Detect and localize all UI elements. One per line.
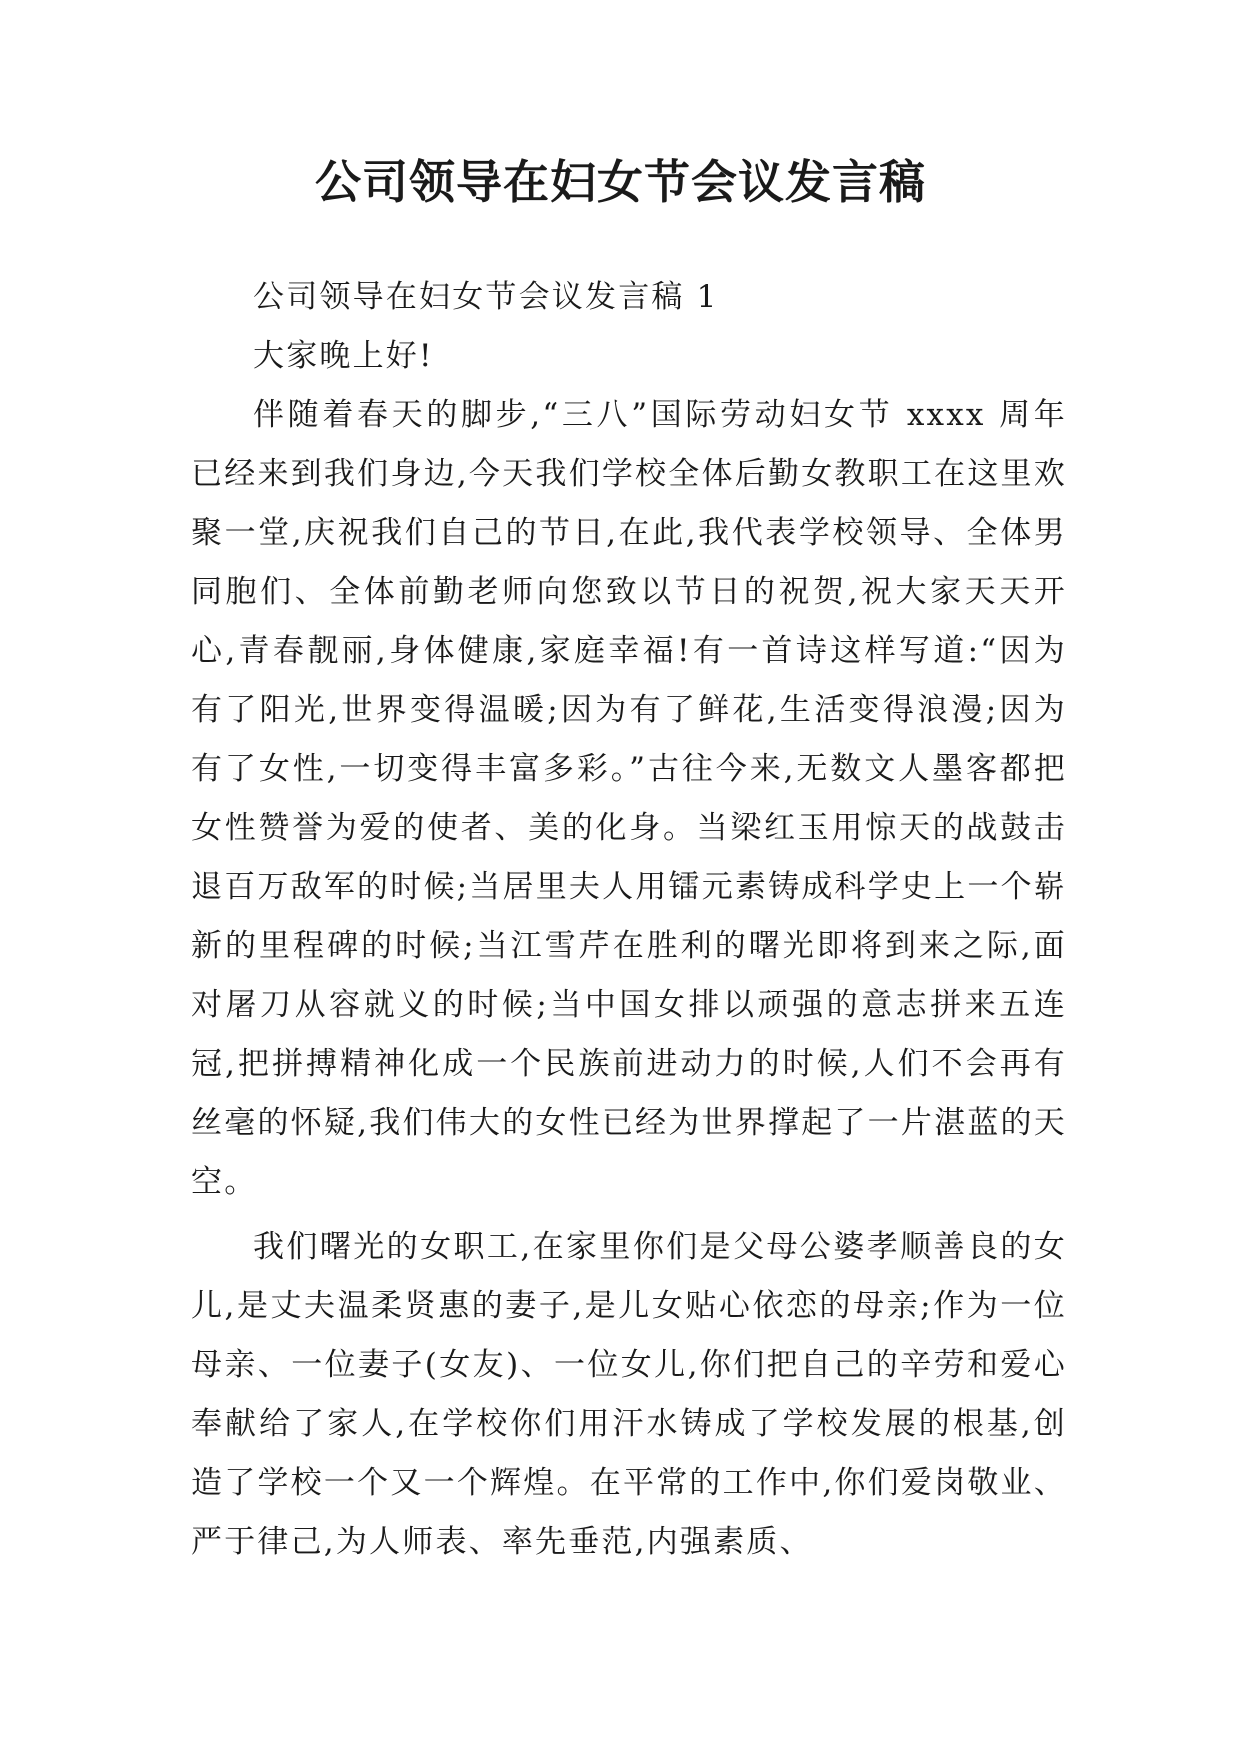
body-paragraph-2: 我们曙光的女职工,在家里你们是父母公婆孝顺善良的女儿,是丈夫温柔贤惠的妻子,是儿女贴心依恋的母亲;作为一位母亲、一位妻子(女友)、一位女儿,你们把自己的辛劳和爱心奉献给了家人,在学校你们用汗水铸成了学校发展的根基,创造了学校一个又一个辉煌。在平常的工作中,你们爱岗敬业、严于律己,为人师表、率先垂范,内强素质、 — [191, 1229, 1067, 1560]
document-title: 公司领导在妇女节会议发言稿 — [315, 155, 926, 209]
greeting-line: 大家晚上好! — [253, 338, 434, 374]
document-body — [191, 268, 1067, 1572]
body-paragraph-1: 伴随着春天的脚步,“三八”国际劳动妇女节 xxxx 周年已经来到我们身边,今天我们学校全体后勤女教职工在这里欢聚一堂,庆祝我们自己的节日,在此,我代表学校领导、全体男同胞们、全体前勤老师向您致以节日的祝贺,祝大家天天开心,青春靓丽,身体健康,家庭幸福!有一首诗这样写道:“因为有了阳光,世界变得温暖;因为有了鲜花,生活变得浪漫;因为有了女性,一切变得丰富多彩。”古往今来,无数文人墨客都把女性赞誉为爱的使者、美的化身。当梁红玉用惊天的战鼓击退百万敌军的时候;当居里夫人用镭元素铸成科学史上一个崭新的里程碑的时候;当江雪芹在胜利的曙光即将到来之际,面对屠刀从容就义的时候;当中国女排以顽强的意志拼来五连冠,把拼搏精神化成一个民族前进动力的时候,人们不会再有丝毫的怀疑,我们伟大的女性已经为世界撑起了一片湛蓝的天空。 — [191, 397, 1067, 1200]
subtitle-line: 公司领导在妇女节会议发言稿 1 — [253, 279, 719, 315]
